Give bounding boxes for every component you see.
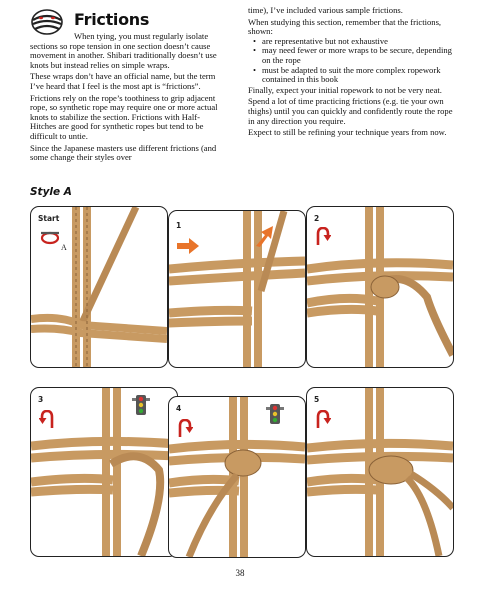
panel-step-3 — [30, 387, 178, 557]
step-label-5: 5 — [314, 395, 320, 404]
step-label-3: 3 — [38, 395, 44, 404]
step-label-start: Start — [38, 214, 60, 223]
rope-illustration — [169, 211, 305, 367]
left-column — [30, 32, 226, 165]
bullet-list — [248, 37, 454, 85]
right-column — [248, 6, 454, 140]
paragraph-finally: Finally, expect your initial ropework to not be very neat. — [248, 84, 442, 95]
panel-step-4 — [168, 396, 306, 558]
panel-step-5 — [306, 387, 454, 557]
page-title: Frictions — [74, 10, 150, 29]
panel-step-1 — [168, 210, 306, 368]
u-turn-arrow-icon — [177, 419, 193, 437]
paragraph-list-lead: When studying this section, remember that the frictions, shown: — [248, 16, 442, 37]
paragraph-intro: When tying, you must regularly isolate sections so rope tension in one section doesn’t cause movement in another. Shibari traditionally doesn’t use knots but instead relies on simple wraps. — [30, 31, 217, 70]
start-sub-label: A — [61, 243, 67, 252]
section-heading: Style A — [30, 186, 72, 198]
bullet-item: • must be adapted to suit the more complex ropework contained in this book — [262, 66, 454, 85]
paragraph-refining: Expect to still be refining your technique years from now. — [248, 127, 447, 138]
direction-arrow-icon — [177, 237, 199, 255]
u-turn-arrow-icon — [39, 410, 55, 428]
paragraph-synthetic: Frictions rely on the rope’s toothiness to grip adjacent rope, so synthetic rope may require one or more actual knots to stabilize the section. Frictions with Half-Hitches are good for synthetic ropes but tend to be difficult to untie. — [30, 92, 218, 141]
paragraph-name: These wraps don’t have an official name, but the term I’ve heard that I feel is the most apt is “frictions”. — [30, 71, 216, 91]
paragraph-masters: Since the Japanese masters use different frictions (and some change their styles over — [30, 142, 217, 163]
coil-icon — [39, 229, 61, 245]
traffic-light-icon — [131, 394, 151, 416]
step-label-2: 2 — [314, 214, 320, 223]
paragraph-continued: time), I’ve included various sample frictions. — [248, 5, 403, 15]
paragraph-practice: Spend a lot of time practicing frictions (e.g. tie your own thighs) until you can quickly and confidently route the rope in any direction you require. — [248, 96, 453, 126]
step-label-1: 1 — [176, 221, 182, 230]
u-turn-arrow-icon — [315, 227, 331, 245]
u-turn-arrow-icon — [315, 410, 331, 428]
traffic-light-icon — [265, 403, 285, 425]
bullet-item: • may need fewer or more wraps to be secure, depending on the rope — [262, 46, 454, 65]
panel-start — [30, 206, 168, 368]
panel-step-2 — [306, 206, 454, 368]
step-label-4: 4 — [176, 404, 182, 413]
direction-arrow-icon — [253, 225, 275, 247]
page-number: 38 — [235, 568, 245, 578]
bullet-item: • are representative but not exhaustive — [262, 37, 454, 47]
